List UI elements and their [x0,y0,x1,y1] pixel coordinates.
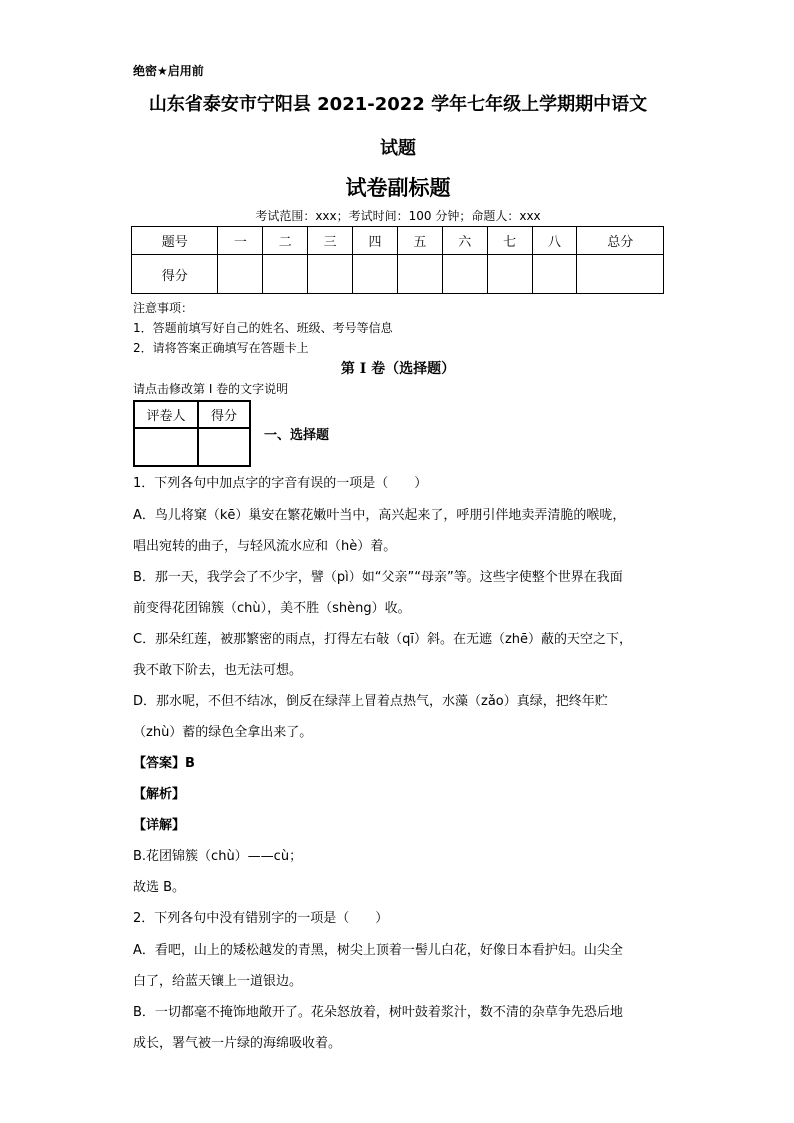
score-cell [442,255,487,294]
q1-option-c-line1: C．那朵红莲，被那繁密的雨点，打得左右敧（qī）斜。在无遮（zhē）蔽的天空之下， [133,632,633,647]
q1-option-c-line2: 我不敢下阶去，也无法可想。 [133,663,303,678]
q1-option-d-line1: D．那水呢，不但不结冰，倒反在绿萍上冒着点热气，水藻（zǎo）真绿，把终年贮 [133,694,608,709]
exam-info: 考试范围：xxx；考试时间：100 分钟；命题人：xxx [255,209,541,223]
exam-subtitle: 试卷副标题 [345,176,451,200]
grader-score-cell [198,428,250,466]
q1-option-a-line1: A．鸟儿将窠（kē）巢安在繁花嫩叶当中，高兴起来了，呼朋引伴地卖弄清脆的喉咙， [133,508,626,523]
score-header-cell: 二 [263,227,308,255]
notes-item: 2．请将答案正确填写在答题卡上 [133,341,309,355]
score-header-cell: 四 [353,227,398,255]
score-cell [532,255,577,294]
exam-title-line2: 试题 [380,138,416,159]
secret-label: 绝密★启用前 [133,64,204,78]
grader-cell [134,428,198,466]
q2-stem: 2．下列各句中没有错别字的一项是（ ） [133,911,389,926]
q1-option-b-line2: 前变得花团锦簇（chù），美不胜（shèng）收。 [133,601,411,616]
q1-option-d-line2: （zhù）蓄的绿色全拿出来了。 [133,725,313,740]
score-cell [353,255,398,294]
notes-item: 1．答题前填写好自己的姓名、班级、考号等信息 [133,321,393,335]
score-header-cell: 三 [308,227,353,255]
grader-table [133,400,251,467]
score-cell [263,255,308,294]
score-header-cell: 五 [397,227,442,255]
score-header-cell: 题号 [132,227,218,255]
q2-option-b-line2: 成长，署气被一片绿的海绵吸收着。 [133,1036,342,1051]
exam-title-line1: 山东省泰安市宁阳县 2021-2022 学年七年级上学期期中语文 [148,94,648,115]
score-cell [397,255,442,294]
score-header-cell: 七 [487,227,532,255]
notes-title: 注意事项： [133,301,194,315]
grader-score-header: 得分 [198,401,250,428]
score-cell [308,255,353,294]
volume-note: 请点击修改第 I 卷的文字说明 [133,382,289,396]
q2-option-a-line1: A．看吧，山上的矮松越发的青黑，树尖上顶着一髻儿白花，好像日本看护妇。山尖全 [133,943,623,958]
score-cell [487,255,532,294]
score-row-label: 得分 [132,255,218,294]
score-cell [218,255,263,294]
q2-option-b-line1: B．一切都毫不掩饰地敞开了。花朵怒放着，树叶鼓着浆汁，数不清的杂草争先恐后地 [133,1005,623,1020]
q1-stem: 1．下列各句中加点字的字音有误的一项是（ ） [133,476,428,491]
score-table-header-row [132,227,664,255]
q2-option-a-line2: 白了，给蓝天镶上一道银边。 [133,974,303,989]
score-table-score-row [132,255,664,294]
q1-option-b-line1: B．那一天，我学会了不少字，譬（pì）如“父亲”“母亲”等。这些字使整个世界在我面 [133,570,623,585]
score-header-cell: 总分 [577,227,664,255]
section-title: 一、选择题 [264,428,330,443]
q1-answer: 【答案】B [133,756,195,771]
notes-block [133,298,393,358]
q1-option-a-line2: 唱出宛转的曲子，与轻风流水应和（hè）着。 [133,539,397,554]
grader-header: 评卷人 [134,401,198,428]
score-header-cell: 六 [442,227,487,255]
q1-detail-line2: 故选 B。 [133,880,186,895]
score-cell [577,255,664,294]
volume-title: 第 I 卷（选择题） [340,361,456,377]
q1-detail: 【详解】 [133,818,186,833]
score-header-cell: 一 [218,227,263,255]
score-header-cell: 八 [532,227,577,255]
q1-analysis: 【解析】 [133,787,186,802]
q1-detail-line1: B.花团锦簇（chù）——cù； [133,849,303,864]
score-table [131,226,664,294]
